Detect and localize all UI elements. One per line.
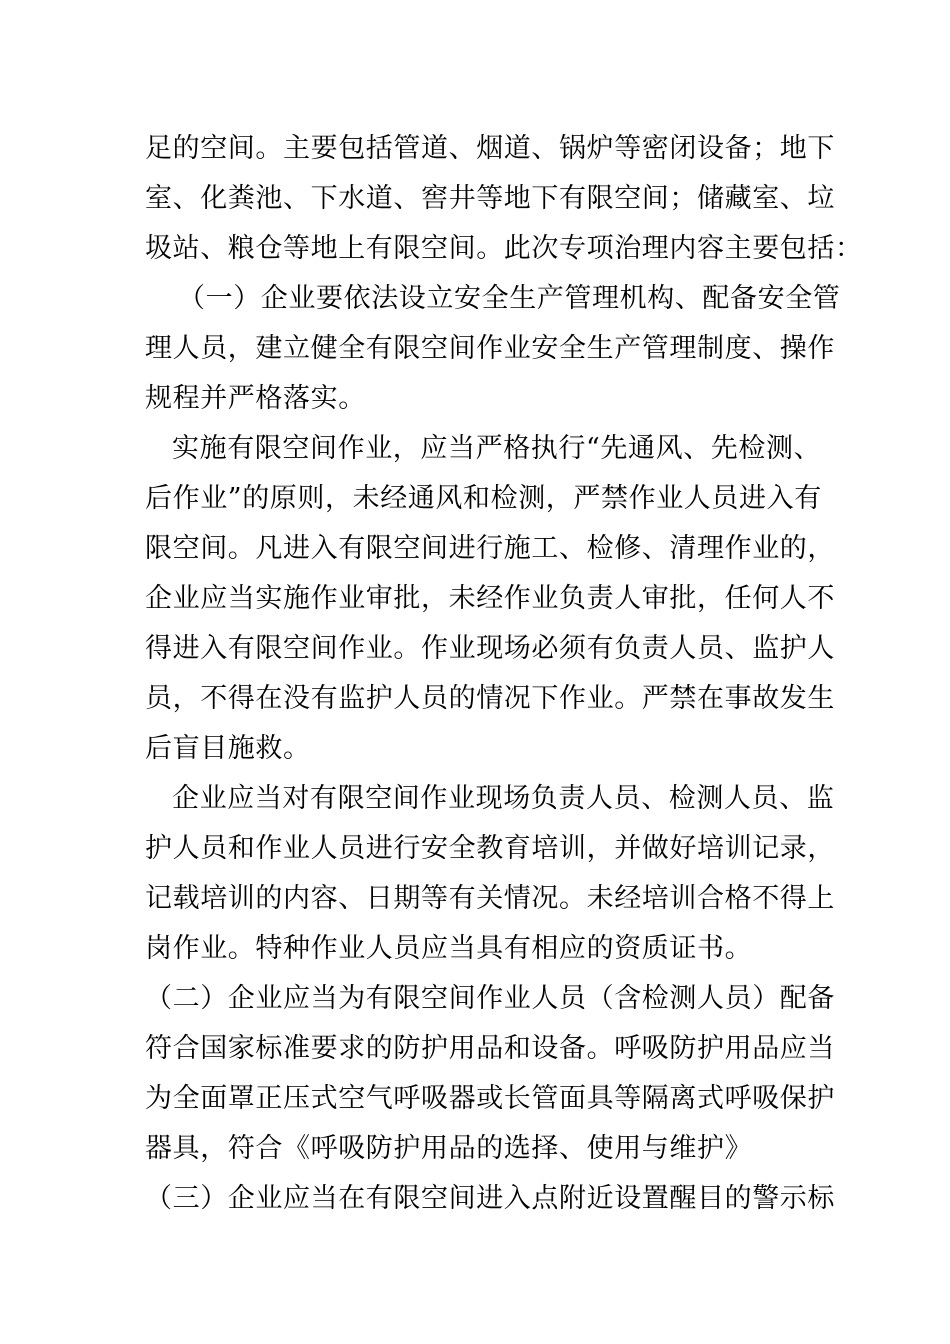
text-line: 后作业”的原则，未经通风和检测，严禁作业人员进入有	[145, 483, 822, 514]
text-line: 记载培训的内容、日期等有关情况。未经培训合格不得上	[145, 883, 835, 914]
text-line: 企业应当实施作业审批，未经作业负责人审批，任何人不	[145, 583, 835, 614]
text-line: 护人员和作业人员进行安全教育培训，并做好培训记录，	[145, 833, 835, 864]
text-line: 后盲目施救。	[145, 733, 311, 764]
text-line: 室、化粪池、下水道、窖井等地下有限空间；储藏室、垃	[145, 183, 835, 214]
text-line: 符合国家标准要求的防护用品和设备。呼吸防护用品应当	[145, 1033, 835, 1064]
text-line: 理人员，建立健全有限空间作业安全生产管理制度、操作	[145, 333, 835, 364]
text-line: 圾站、粮仓等地上有限空间。此次专项治理内容主要包括：	[145, 233, 863, 264]
text-line: （一）企业要依法设立安全生产管理机构、配备安全管	[178, 283, 841, 314]
text-line: 为全面罩正压式空气呼吸器或长管面具等隔离式呼吸保护	[145, 1083, 835, 1114]
text-line: 企业应当对有限空间作业现场负责人员、检测人员、监	[172, 783, 835, 814]
text-line: 岗作业。特种作业人员应当具有相应的资质证书。	[145, 933, 753, 964]
text-line: 员，不得在没有监护人员的情况下作业。严禁在事故发生	[145, 683, 835, 714]
text-line: 实施有限空间作业，应当严格执行“先通风、先检测、	[172, 433, 822, 464]
text-line: 得进入有限空间作业。作业现场必须有负责人员、监护人	[145, 633, 835, 664]
text-line: （二）企业应当为有限空间作业人员（含检测人员）配备	[145, 983, 835, 1014]
text-line: 器具，符合《呼吸防护用品的选择、使用与维护》	[145, 1133, 753, 1164]
text-line: （三）企业应当在有限空间进入点附近设置醒目的警示标	[145, 1183, 835, 1214]
text-line: 规程并严格落实。	[145, 383, 366, 414]
text-line: 限空间。凡进入有限空间进行施工、检修、清理作业的，	[145, 533, 835, 564]
text-line: 足的空间。主要包括管道、烟道、锅炉等密闭设备；地下	[145, 133, 835, 164]
